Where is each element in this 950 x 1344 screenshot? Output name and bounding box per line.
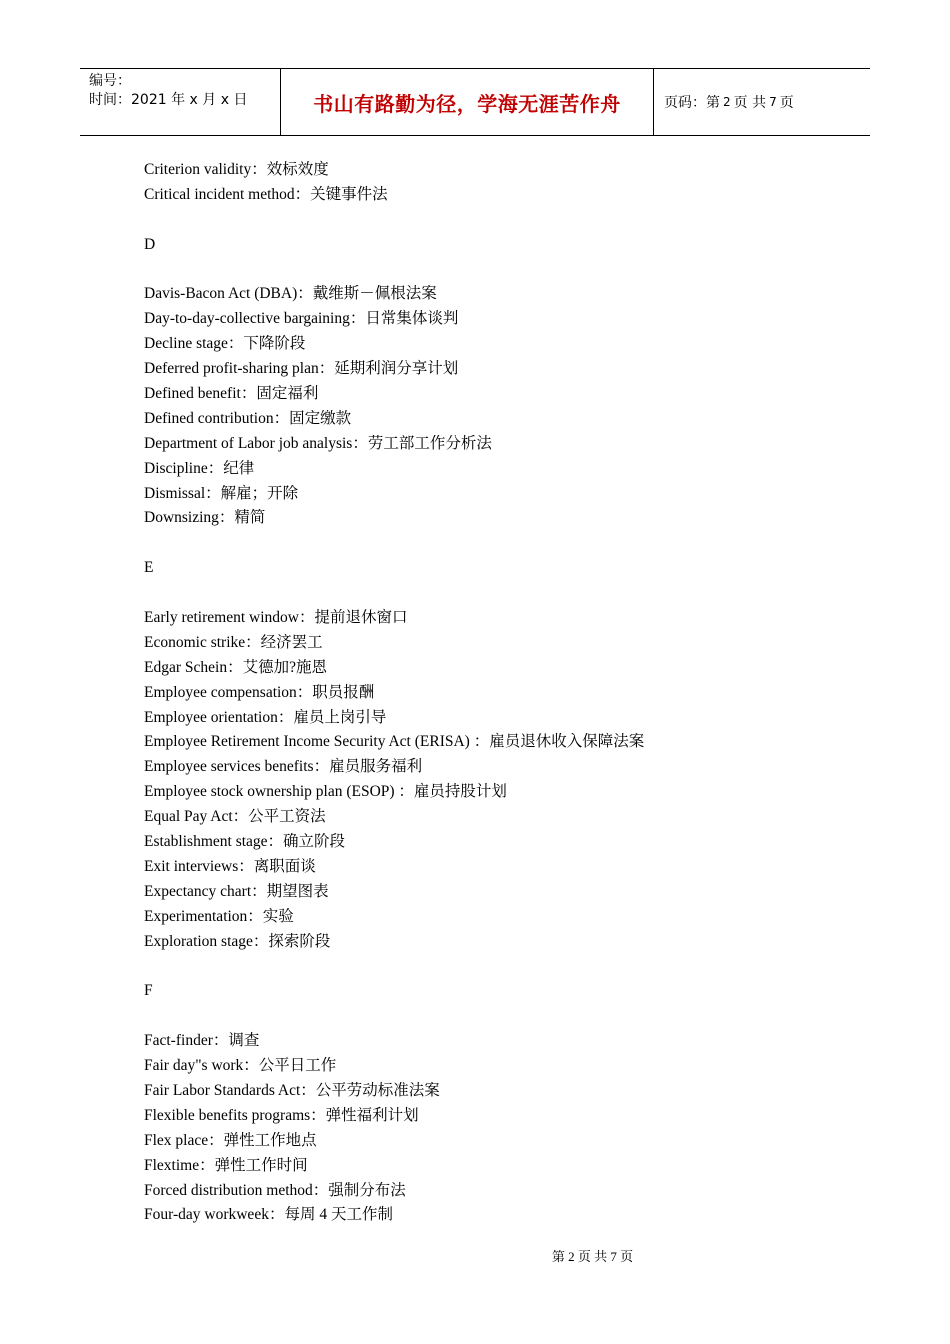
header-page-indicator [654,69,870,135]
blank-line [144,258,844,283]
glossary-entry: Fair day"s work：公平日工作 [144,1057,337,1075]
glossary-entry: Defined contribution：固定缴款 [144,409,352,427]
glossary-entry: Decline stage：下降阶段 [144,335,306,353]
glossary-entry: Flex place：弹性工作地点 [144,1131,317,1149]
header-motto-cell [281,69,654,135]
glossary-entry: Employee services benefits：雇员服务福利 [144,758,423,776]
blank-line [144,581,844,606]
glossary-entry: Flextime：弹性工作时间 [144,1156,308,1174]
page-current: 2 [723,95,731,109]
glossary-entry: Davis-Bacon Act (DBA)：戴维斯－佩根法案 [144,285,437,303]
header-motto: 书山有路勤为径，学海无涯苦作舟 [313,91,621,116]
glossary-entry: Critical incident method：关键事件法 [144,185,388,203]
blank-line [144,208,844,233]
glossary-entry: Dismissal：解雇；开除 [144,484,299,502]
glossary-entry: Day-to-day-collective bargaining：日常集体谈判 [144,310,459,328]
glossary-entry: Defined benefit：固定福利 [144,385,319,403]
glossary-entry: Experimentation：实验 [144,907,294,925]
page-mid: 页 共 [733,95,767,111]
glossary-entry: Exploration stage：探索阶段 [144,932,331,950]
glossary-entry: Fair Labor Standards Act：公平劳动标准法案 [144,1081,440,1099]
page-footer: 第 2 页 共 7 页 [551,1249,634,1264]
glossary-entry: Discipline：纪律 [144,459,255,477]
glossary-entry: Criterion validity：效标效度 [144,161,329,178]
blank-line [144,1004,844,1029]
section-letter: F [144,982,153,1000]
page-suffix: 页 [779,95,794,111]
glossary-entry: Department of Labor job analysis：劳工部工作分析法 [144,434,492,452]
glossary-entry: Deferred profit-sharing plan：延期利润分享计划 [144,360,459,378]
glossary-entry: Equal Pay Act：公平工资法 [144,808,326,826]
glossary-entry: Downsizing：精简 [144,509,266,527]
section-letter: E [144,559,154,577]
page-header [80,68,870,136]
glossary-entry: Edgar Schein：艾德加?施恩 [144,658,327,676]
glossary-entry: Flexible benefits programs：弹性福利计划 [144,1106,419,1124]
doc-date-label: 时间：2021 年 x 月 x 日 [89,92,248,108]
blank-line [144,955,844,980]
header-meta [80,69,281,135]
glossary-entry: Early retirement window：提前退休窗口 [144,609,408,627]
glossary-entry: Employee stock ownership plan (ESOP) ：雇员持股计划 [144,783,507,801]
glossary-entry: Employee Retirement Income Security Act (ERISA) ：雇员退休收入保障法案 [144,733,645,751]
glossary-entry: Expectancy chart：期望图表 [144,882,329,900]
glossary-list [144,158,844,1228]
glossary-entry: Fact-finder：调查 [144,1032,260,1050]
blank-line [144,531,844,556]
page-prefix: 页码：第 [664,95,720,111]
doc-number-label: 编号： [89,73,131,89]
glossary-entry: Employee orientation：雇员上岗引导 [144,708,387,726]
glossary-entry: Economic strike：经济罢工 [144,633,323,651]
glossary-entry: Four-day workweek：每周 4 天工作制 [144,1206,393,1224]
page-total: 7 [769,95,777,109]
glossary-entry: Establishment stage：确立阶段 [144,833,346,851]
glossary-entry: Employee compensation：职员报酬 [144,683,375,701]
glossary-entry: Exit interviews：离职面谈 [144,857,316,875]
glossary-entry: Forced distribution method：强制分布法 [144,1181,406,1199]
section-letter: D [144,235,156,253]
